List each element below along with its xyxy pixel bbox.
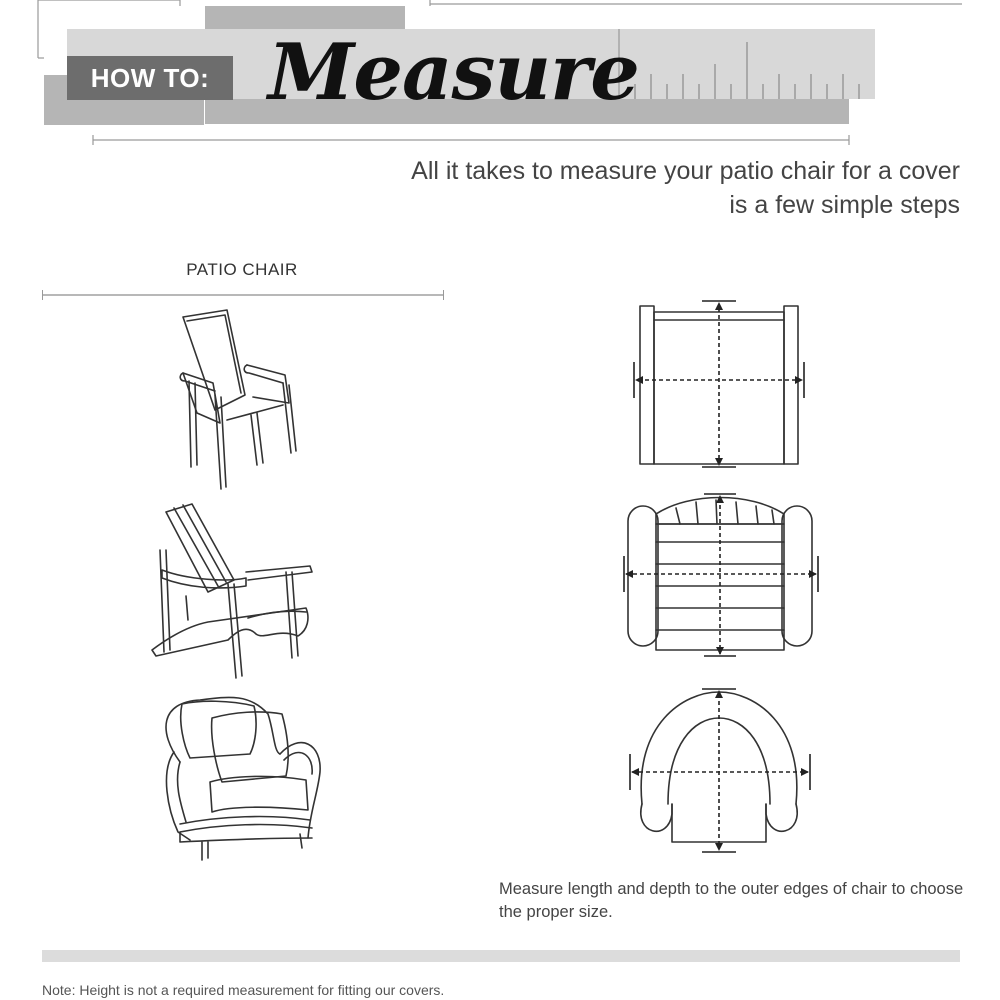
footer-divider-bar — [42, 950, 960, 962]
subtitle-text: All it takes to measure your patio chair for a cover is a few simple steps — [411, 157, 960, 219]
page-title: Measure — [268, 27, 639, 118]
sling-chair-topview-diagram — [630, 298, 810, 473]
section-divider — [42, 294, 444, 296]
adirondack-chair-icon — [148, 500, 323, 680]
footnote: Note: Height is not a required measurement for fitting our covers. — [42, 982, 445, 998]
sling-chair-icon — [175, 305, 315, 495]
club-chair-topview-diagram — [624, 684, 814, 859]
howto-label: HOW TO: — [67, 56, 233, 100]
wicker-club-chair-icon — [150, 692, 325, 862]
section-label: PATIO CHAIR — [186, 260, 298, 279]
instruction-caption: Measure length and depth to the outer edges of chair to choose the proper size. — [499, 880, 964, 921]
adirondack-chair-topview-diagram — [620, 490, 820, 660]
